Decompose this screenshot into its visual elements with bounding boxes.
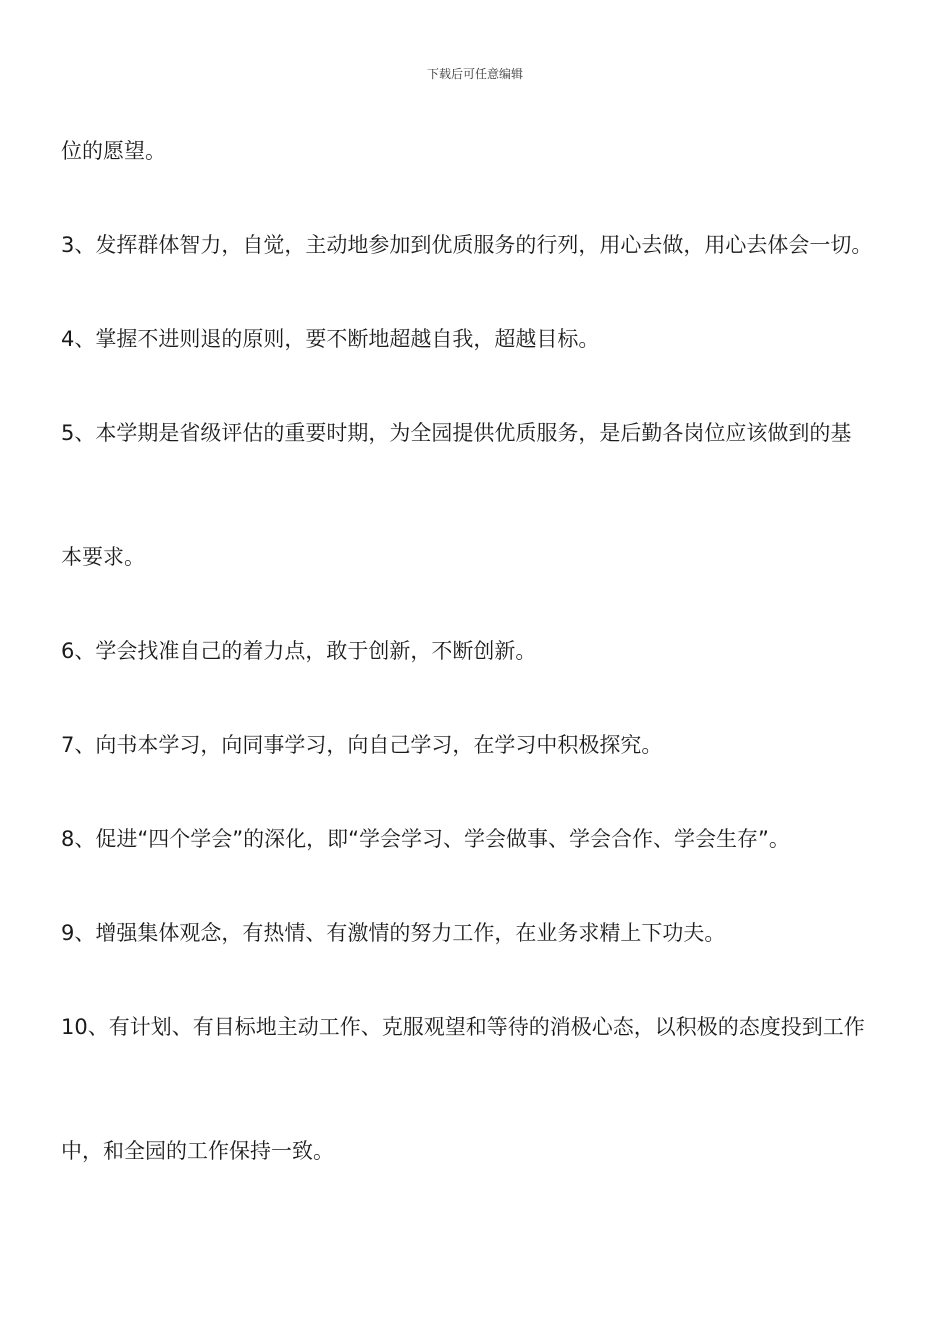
page-header: 下载后可任意编辑 bbox=[426, 67, 523, 81]
text-line: 位的愿望。 bbox=[61, 139, 166, 163]
list-item-8: 8、促进“四个学会”的深化，即“学会学习、学会做事、学会合作、学会生存”。 bbox=[61, 827, 790, 851]
list-item-5-continued: 本要求。 bbox=[61, 545, 145, 569]
list-item-10-continued: 中，和全园的工作保持一致。 bbox=[61, 1139, 334, 1163]
list-item-3: 3、发挥群体智力，自觉，主动地参加到优质服务的行列，用心去做，用心去体会一切。 bbox=[61, 233, 873, 257]
list-item-7: 7、向书本学习，向同事学习，向自己学习，在学习中积极探究。 bbox=[61, 733, 663, 757]
list-item-5: 5、本学期是省级评估的重要时期，为全园提供优质服务，是后勤各岗位应该做到的基 bbox=[61, 421, 852, 445]
list-item-10: 10、有计划、有目标地主动工作、克服观望和等待的消极心态，以积极的态度投到工作 bbox=[61, 1015, 865, 1039]
list-item-9: 9、增强集体观念，有热情、有激情的努力工作，在业务求精上下功夫。 bbox=[61, 921, 726, 945]
list-item-6: 6、学会找准自己的着力点，敢于创新，不断创新。 bbox=[61, 639, 537, 663]
list-item-4: 4、掌握不进则退的原则，要不断地超越自我，超越目标。 bbox=[61, 327, 600, 351]
